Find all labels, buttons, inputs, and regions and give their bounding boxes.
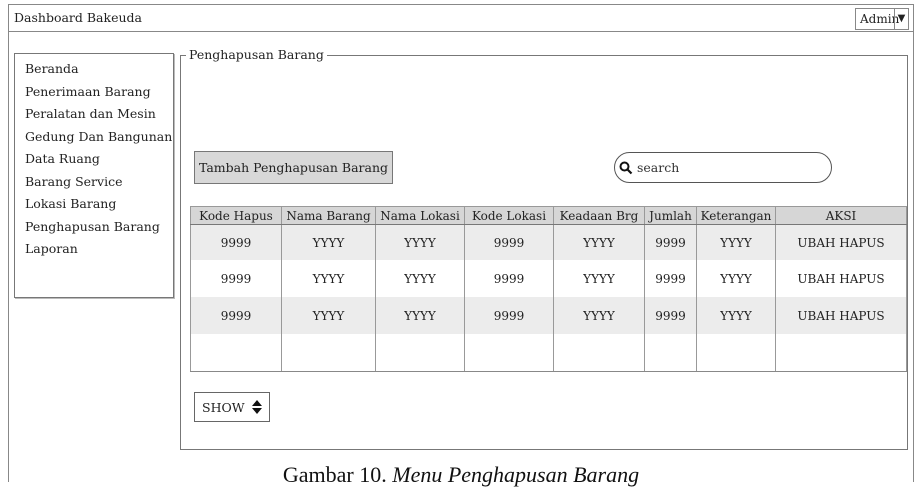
show-label: SHOW bbox=[202, 399, 245, 415]
table-cell: YYYY bbox=[376, 225, 465, 261]
table-row bbox=[191, 334, 907, 372]
app-title: Dashboard Bakeuda bbox=[14, 10, 142, 25]
title-bar bbox=[8, 4, 914, 32]
table-cell: YYYY bbox=[376, 260, 465, 297]
chevron-down-icon[interactable]: ▼ bbox=[894, 9, 908, 29]
column-header[interactable]: Keadaan Brg bbox=[554, 207, 645, 225]
table-cell: YYYY bbox=[282, 225, 376, 261]
column-header[interactable]: Nama Lokasi bbox=[376, 207, 465, 225]
show-stepper[interactable] bbox=[194, 392, 270, 422]
column-header[interactable]: Kode Hapus bbox=[191, 207, 282, 225]
table-cell bbox=[645, 334, 697, 372]
table-cell: YYYY bbox=[697, 260, 776, 297]
table-cell: 9999 bbox=[645, 260, 697, 297]
table-cell: YYYY bbox=[376, 297, 465, 334]
search-input[interactable] bbox=[614, 152, 832, 183]
table-cell: 9999 bbox=[465, 225, 554, 261]
column-header[interactable]: Kode Lokasi bbox=[465, 207, 554, 225]
table-cell bbox=[697, 334, 776, 372]
column-header[interactable]: Jumlah bbox=[645, 207, 697, 225]
search-placeholder: search bbox=[637, 160, 680, 175]
table-cell: 9999 bbox=[191, 297, 282, 334]
table-cell bbox=[376, 334, 465, 372]
user-dropdown[interactable] bbox=[855, 8, 909, 30]
sidebar-item-peralatan-dan-mesin[interactable]: Peralatan dan Mesin bbox=[25, 106, 156, 121]
sidebar-item-lokasi-barang[interactable]: Lokasi Barang bbox=[25, 196, 117, 211]
table-header-row bbox=[191, 207, 907, 225]
add-penghapusan-button[interactable]: Tambah Penghapusan Barang bbox=[194, 151, 393, 184]
table-cell: YYYY bbox=[554, 260, 645, 297]
table-cell: YYYY bbox=[282, 260, 376, 297]
sidebar-item-gedung-dan-bangunan[interactable]: Gedung Dan Bangunan bbox=[25, 128, 173, 144]
table-cell: YYYY bbox=[554, 225, 645, 261]
caption-title: Menu Penghapusan Barang bbox=[392, 462, 640, 487]
table-cell: 9999 bbox=[465, 260, 554, 297]
sidebar-item-data-ruang[interactable]: Data Ruang bbox=[25, 151, 100, 166]
table-cell: 9999 bbox=[191, 225, 282, 261]
sidebar-item-barang-service[interactable]: Barang Service bbox=[25, 173, 123, 189]
sidebar bbox=[14, 53, 174, 298]
table-cell: YYYY bbox=[697, 297, 776, 334]
table-cell: 9999 bbox=[191, 260, 282, 297]
column-header[interactable]: Keterangan bbox=[697, 207, 776, 225]
table-cell bbox=[282, 334, 376, 372]
user-dropdown-label: Admin bbox=[860, 12, 900, 26]
sidebar-item-penerimaan-barang[interactable]: Penerimaan Barang bbox=[25, 83, 151, 99]
table-cell: 9999 bbox=[645, 225, 697, 261]
section-title: Penghapusan Barang bbox=[186, 47, 327, 62]
data-table bbox=[190, 206, 907, 372]
table-cell: 9999 bbox=[465, 297, 554, 334]
table-row bbox=[191, 225, 907, 261]
column-header[interactable]: AKSI bbox=[776, 207, 907, 225]
sidebar-item-penghapusan-barang[interactable]: Penghapusan Barang bbox=[25, 218, 160, 234]
table-cell: YYYY bbox=[554, 297, 645, 334]
sidebar-item-laporan[interactable]: Laporan bbox=[25, 241, 78, 256]
search-icon bbox=[619, 161, 633, 175]
stepper-arrows-icon[interactable] bbox=[250, 398, 264, 416]
table-cell bbox=[191, 334, 282, 372]
table-cell bbox=[465, 334, 554, 372]
caption-prefix: Gambar 10. bbox=[282, 462, 393, 487]
sidebar-item-beranda[interactable]: Beranda bbox=[25, 61, 79, 76]
action-links[interactable]: UBAH HAPUS bbox=[776, 297, 907, 334]
table-cell bbox=[554, 334, 645, 372]
table-cell: YYYY bbox=[282, 297, 376, 334]
table-cell bbox=[776, 334, 907, 372]
table-cell: 9999 bbox=[645, 297, 697, 334]
table-row bbox=[191, 260, 907, 297]
column-header[interactable]: Nama Barang bbox=[282, 207, 376, 225]
figure-caption bbox=[0, 462, 922, 488]
table-cell: YYYY bbox=[697, 225, 776, 261]
action-links[interactable]: UBAH HAPUS bbox=[776, 225, 907, 261]
action-links[interactable]: UBAH HAPUS bbox=[776, 260, 907, 297]
table-row bbox=[191, 297, 907, 334]
